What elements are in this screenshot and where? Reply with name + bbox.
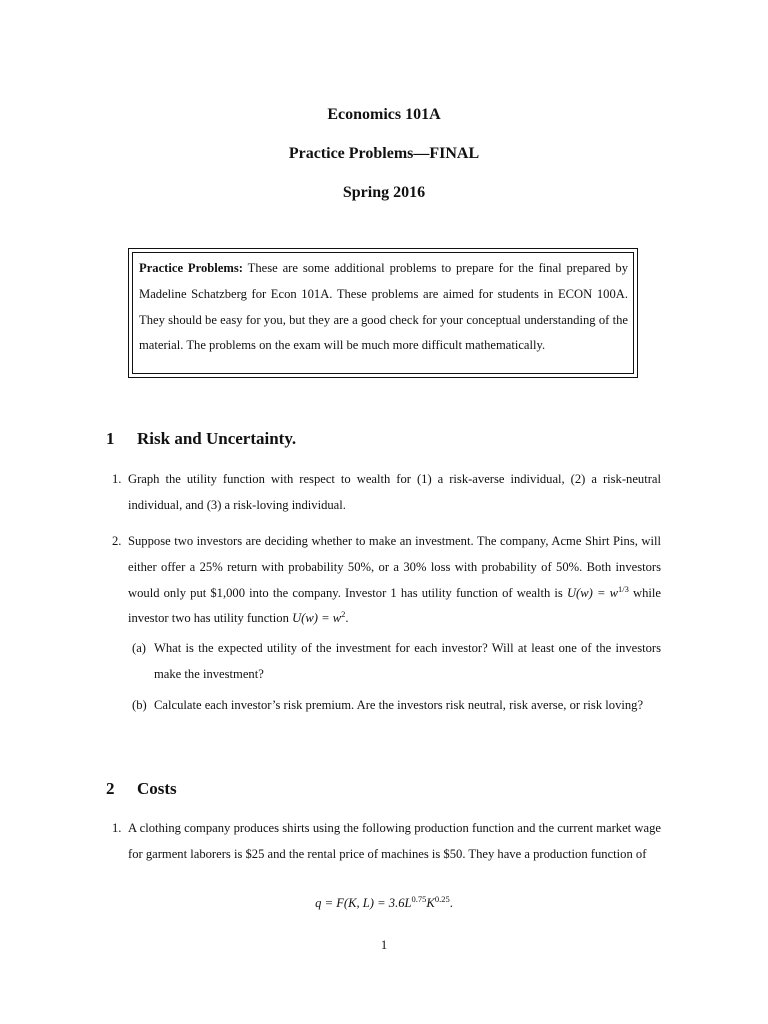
course-title: Economics 101A: [327, 106, 441, 123]
equation-lhs: q = F(K, L) = 3.6L: [315, 896, 412, 910]
section-number: 1: [106, 429, 115, 448]
math-exponent-2: 2: [341, 609, 346, 620]
sub-item: [132, 636, 661, 688]
production-function-equation: [0, 896, 768, 911]
list-item: [112, 529, 662, 632]
section-heading-risk: [106, 429, 296, 449]
intro-text: [139, 256, 628, 359]
item-marker: 1.: [112, 821, 122, 835]
section-number: 2: [106, 779, 115, 798]
sub-item: [132, 693, 661, 719]
equation-k: K: [426, 896, 435, 910]
item-marker: 1.: [112, 472, 122, 486]
sub-item-text: Calculate each investor’s risk premium. Are the investors risk neutral, risk averse, or risk loving?: [154, 698, 644, 712]
item-text: while investor two has utility function: [128, 585, 662, 626]
list-item: [112, 816, 661, 868]
sub-item-marker: (b): [132, 698, 147, 712]
item-text: Suppose two investors are deciding whether to make an investment. The company, Acme Shirt Pins, will either offer a 25% return with probability 50%, or a 30% loss with probability of 50%. Both investors would only put $1,000 into the company. Investor 1 has utility function of wealth is: [128, 534, 661, 600]
section-title: Costs: [137, 779, 177, 798]
list-item: [112, 467, 661, 519]
math-utility-2: U(w) = w: [292, 611, 342, 626]
item-text: .: [345, 611, 349, 626]
math-utility-1: U(w) = w: [566, 585, 619, 600]
item-text: Graph the utility function with respect to wealth for (1) a risk-averse individual, (2) a risk-neutral individual, and (3) a risk-loving individual.: [128, 472, 661, 512]
intro-label: Practice Problems:: [139, 261, 243, 275]
equation-exp-l: 0.75: [411, 894, 427, 904]
equation-exp-k: 0.25: [434, 894, 450, 904]
equation-end: .: [449, 896, 453, 910]
item-marker: 2.: [112, 534, 122, 548]
intro-box-inner: [132, 252, 634, 374]
item-text: A clothing company produces shirts using the following production function and the current market wage for garment laborers is $25 and the rental price of machines is $50. They have a production function of: [128, 821, 661, 861]
sub-item-marker: (a): [132, 641, 146, 655]
intro-box: [128, 248, 638, 378]
document-subtitle: Practice Problems—FINAL: [288, 145, 480, 162]
section-heading-costs: [106, 779, 177, 799]
math-exponent-1: 1/3: [618, 583, 629, 594]
term-label: Spring 2016: [342, 184, 426, 201]
sub-item-text: What is the expected utility of the investment for each investor? Will at least one of the investors make the investment?: [154, 641, 661, 681]
intro-body: These are some additional problems to prepare for the final prepared by Madeline Schatzberg for Econ 101A. These problems are aimed for students in ECON 100A. They should be easy for you, but they are a good check for your conceptual understanding of the material. The problems on the exam will be much more difficult mathematically.: [139, 261, 628, 353]
section-title: Risk and Uncertainty.: [137, 429, 297, 448]
page-number: 1: [380, 938, 388, 952]
